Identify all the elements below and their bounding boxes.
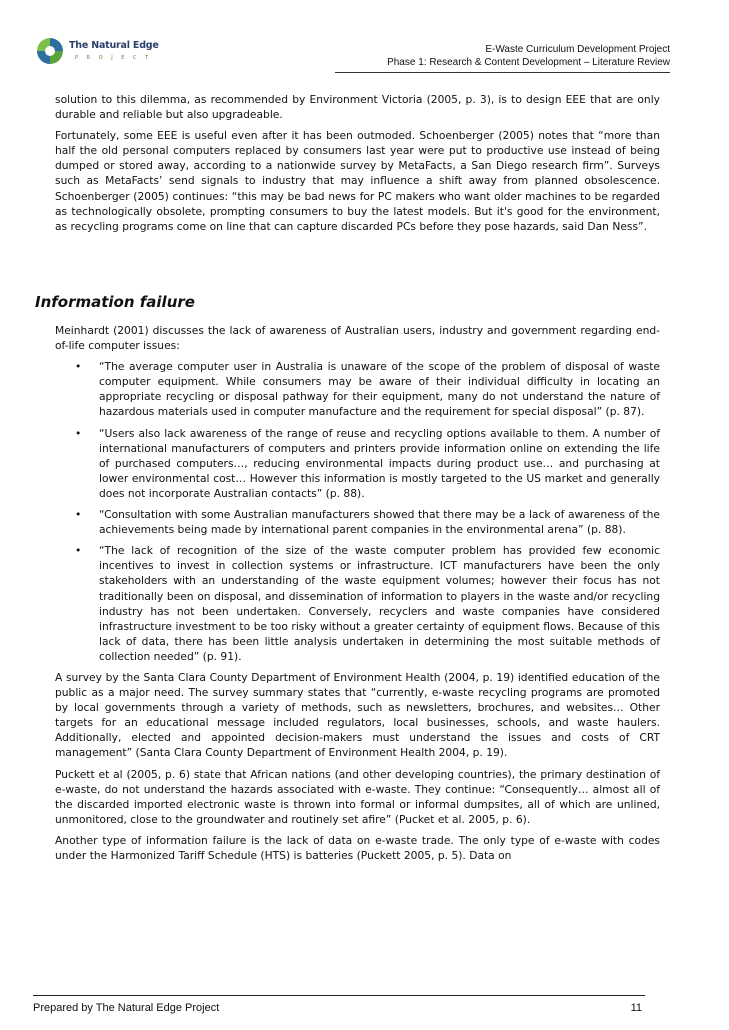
list-item [75,543,660,664]
list-item [75,507,660,537]
page-header [30,34,670,76]
list-item [75,359,660,419]
list-item [75,426,660,501]
paragraph: solution to this dilemma, as recommended by Environment Victoria (2005, p. 3), is to design EEE that are only durable and reliable but also upgradeable. [55,93,660,122]
header-rule [335,72,670,73]
natural-edge-logo [35,34,159,70]
intro-text [55,92,660,240]
paragraph: Puckett et al (2005, p. 6) state that African nations (and other developing countries), the primary destination of e-waste, do not understand the hazards associated with e-waste. They continue: “Consequently… almost all of the discarded imported electronic waste is thrown into formal or informal dumpsites, all of which are unlined, unmonitored, close to the groundwater and routinely set afire” (Pucket et al. 2005, p. 6). [55,767,660,826]
header-project-title: E-Waste Curriculum Development Project [485,44,670,55]
section-body [55,323,660,869]
footer-credit: Prepared by The Natural Edge Project [33,1002,220,1014]
section-heading: Information failure [35,293,195,311]
bullet-icon: • [75,360,82,374]
paragraph: Meinhardt (2001) discusses the lack of awareness of Australian users, industry and government regarding end-of-life computer issues: [55,324,660,353]
bullet-icon: • [75,544,82,558]
header-titles [387,43,670,69]
paragraph: Another type of information failure is the lack of data on e-waste trade. The only type of e-waste with codes under the Harmonized Tariff Schedule (HTS) is batteries (Puckett 2005, p. 5). Data on [55,833,660,862]
logo-subtitle: P R O J E C T [75,55,152,61]
list-item-text: “The lack of recognition of the size of the waste computer problem has provided few economic incentives to invest in collection systems or infrastructure. ICT manufacturers have been the only stakeholders with an understanding of the waste equipment volumes; however their focus has not traditionally been on disposal, and dissemination of information to players in the waste and/or recycling industry has not been undertaken. Conversely, recyclers and waste companies have considered infrastructure investment to be too risky without a greater certainty of equipment flows. Because of this lack of data, there has been little analysis undertaken in determining the most suitable methods of collection needed” (p. 91). [99,544,660,663]
logo-emblem-icon [35,36,65,66]
paragraph: Fortunately, some EEE is useful even after it has been outmoded. Schoenberger (2005) notes that “more than half the old personal computers replaced by consumers last year were put to productive use instead of being dumped or stored away, according to a nationwide survey by MetaFacts, a San Diego research firm”. Surveys such as MetaFacts’ send signals to industry that may influence a shift away from planned obsolescence. Schoenberger (2005) continues: “this may be bad news for PC makers who want older machines to be regarded as technologically obsolete, prompting consumers to buy the latest models. But it's good for the environment, as recycling programs come on line that can capture discarded PCs before they pose hazards, said Dan Ness”. [55,129,660,233]
logo-name: The Natural Edge [69,40,159,51]
bullet-icon: • [75,426,82,440]
quote-list [55,359,660,664]
paragraph: A survey by the Santa Clara County Department of Environment Health (2004, p. 19) identified education of the public as a major need. The survey summary states that “currently, e-waste recycling programs are promoted by local governments through a variety of methods, such as newsletters, brochures, and websites… Other targets for an educational message included regulators, local businesses, schools, and waste haulers. Additionally, elected and appointed decision-makers must understand the issues and costs of CRT management” (Santa Clara County Department of Environment Health 2004, p. 19). [55,670,660,760]
list-item-text: “The average computer user in Australia is unaware of the scope of the problem of disposal of waste computer equipment. While consumers may be aware of their individual difficulty in locating an appropriate recycling or disposal pathway for their equipment, many do not understand the nature of hazardous materials used in computer manufacture and the requirement for special disposal” (p. 87). [99,360,660,419]
list-item-text: “Users also lack awareness of the range of reuse and recycling options available to them. A number of international manufacturers of computers and printers provide information online on extending the life of purchased computers…, reducing environmental impacts during product use… and purchasing at lower environmental cost… However this information is mostly targeted to the US market and generally does not incorporate Australian contacts” (p. 88). [99,426,660,500]
page-number: 11 [630,1002,642,1014]
bullet-icon: • [75,508,82,522]
page-footer [33,995,645,1014]
list-item-text: “Consultation with some Australian manufacturers showed that there may be a lack of awareness of the achievements being made by international parent companies in the environmental arena” (p. 88). [99,508,660,537]
header-phase-title: Phase 1: Research & Content Development – Literature Review [387,57,670,68]
